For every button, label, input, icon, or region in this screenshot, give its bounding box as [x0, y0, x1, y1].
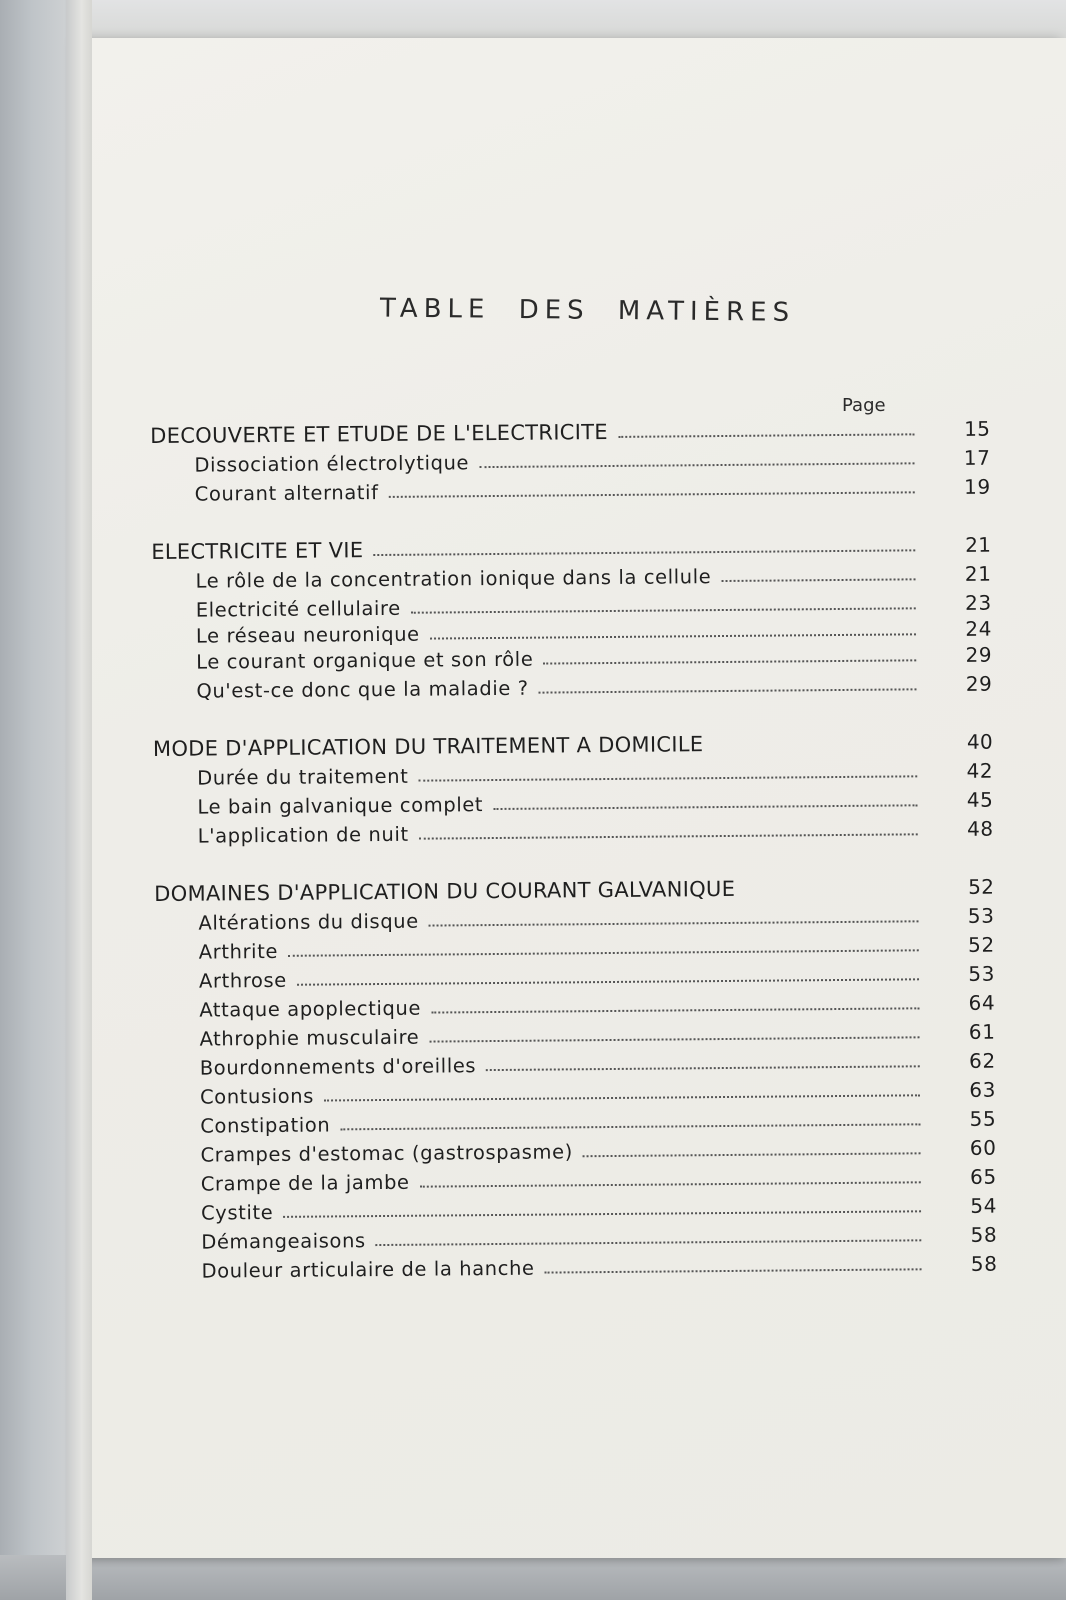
- page-number: 40: [966, 729, 994, 754]
- page-number: 58: [970, 1222, 998, 1247]
- background-top: [92, 0, 1066, 40]
- entry-title: Cystite: [200, 1200, 274, 1225]
- page-number: 60: [969, 1135, 997, 1160]
- page-number: 29: [965, 642, 993, 667]
- entry-title: Le courant organique et son rôle: [196, 647, 534, 674]
- leader-dots: [324, 1094, 920, 1101]
- entry-title: Altérations du disque: [198, 909, 419, 935]
- section-title: ELECTRICITE ET VIE: [151, 538, 364, 564]
- page-title: TABLE DES MATIÈRES: [379, 293, 796, 328]
- page-number: 23: [964, 590, 992, 615]
- leader-dots: [486, 1065, 920, 1071]
- entry-title: Douleur articulaire de la hanche: [201, 1256, 535, 1283]
- entry-title: Crampe de la jambe: [200, 1170, 410, 1196]
- toc-entry: [151, 470, 991, 506]
- entry-title: Courant alternatif: [194, 481, 379, 506]
- leader-dots: [340, 1123, 920, 1130]
- page-number: 21: [964, 561, 992, 586]
- leader-dots: [288, 949, 919, 957]
- entry-title: Durée du traitement: [197, 764, 409, 790]
- toc-entry: [157, 1247, 997, 1283]
- page-number: 62: [968, 1048, 996, 1073]
- entry-title: Athrophie musculaire: [199, 1025, 420, 1051]
- toc-section: [151, 517, 993, 703]
- section-title: DECOUVERTE ET ETUDE DE L'ELECTRICITE: [150, 420, 609, 448]
- page-number: 55: [969, 1106, 997, 1131]
- leader-dots: [713, 748, 917, 750]
- entry-title: Arthrose: [198, 968, 287, 993]
- page-number: 63: [969, 1077, 997, 1102]
- entry-title: L'application de nuit: [197, 822, 409, 848]
- toc-entry: [152, 667, 992, 703]
- entry-title: Démangeaisons: [201, 1229, 366, 1254]
- page-column-label: Page: [842, 395, 886, 416]
- leader-dots: [429, 1036, 919, 1042]
- toc-entry: [154, 812, 994, 848]
- entry-title: Dissociation électrolytique: [194, 451, 470, 477]
- entry-title: Attaque apoplectique: [199, 996, 422, 1022]
- leader-dots: [583, 1152, 921, 1157]
- entry-title: Le réseau neuronique: [195, 622, 420, 648]
- toc-section: [154, 859, 998, 1283]
- leader-dots: [283, 1210, 921, 1218]
- page-number: 54: [970, 1193, 998, 1218]
- page-number: 19: [963, 474, 991, 499]
- page-number: 53: [967, 903, 995, 928]
- page-number: 52: [967, 932, 995, 957]
- leader-dots: [430, 633, 916, 639]
- leader-dots: [543, 659, 916, 664]
- page-number: 29: [965, 671, 993, 696]
- toc-section: [153, 714, 994, 848]
- page-number: 58: [970, 1251, 998, 1276]
- page-number: 24: [965, 616, 993, 641]
- page-number: 45: [966, 787, 994, 812]
- leader-dots: [418, 775, 917, 781]
- section-title: DOMAINES D'APPLICATION DU COURANT GALVANIQUE: [154, 876, 736, 906]
- entry-title: Le rôle de la concentration ionique dans la cellule: [195, 565, 712, 593]
- leader-dots: [411, 607, 916, 613]
- entry-title: Contusions: [199, 1084, 315, 1109]
- page-number: 15: [964, 416, 991, 441]
- entry-title: Qu'est-ce donc que la maladie ?: [196, 676, 529, 703]
- entry-title: Constipation: [200, 1113, 331, 1138]
- entry-title: Electricité cellulaire: [195, 596, 401, 622]
- leader-dots: [419, 833, 918, 839]
- entry-title: Arthrite: [198, 939, 279, 964]
- toc-section: [150, 401, 991, 506]
- book-page: [80, 38, 1066, 1558]
- page-number: 65: [969, 1164, 997, 1189]
- page-number: 61: [968, 1019, 996, 1044]
- leader-dots: [297, 978, 919, 985]
- leader-dots: [429, 920, 919, 926]
- page-number: 42: [966, 758, 994, 783]
- page-number: 64: [968, 990, 996, 1015]
- leader-dots: [721, 578, 915, 582]
- section-title: MODE D'APPLICATION DU TRAITEMENT A DOMICILE: [152, 732, 704, 761]
- page-number: 17: [963, 445, 991, 470]
- leader-dots: [479, 462, 914, 468]
- leader-dots: [545, 1268, 922, 1273]
- leader-dots: [431, 1007, 919, 1013]
- leader-dots: [376, 1239, 922, 1246]
- page-number: 21: [965, 532, 992, 557]
- leader-dots: [389, 491, 915, 498]
- leader-dots: [373, 549, 915, 556]
- leader-dots: [618, 433, 914, 438]
- background-bottom: [0, 1555, 1066, 1600]
- leader-dots: [493, 804, 917, 810]
- page-number: 52: [968, 874, 995, 899]
- leader-dots: [539, 688, 917, 693]
- entry-title: Bourdonnements d'oreilles: [199, 1054, 477, 1080]
- table-of-contents: [150, 401, 998, 1301]
- page-number: 53: [968, 961, 996, 986]
- entry-title: Crampes d'estomac (gastrospasme): [200, 1140, 573, 1167]
- page-edge: [66, 0, 92, 1600]
- page-number: 48: [966, 816, 994, 841]
- entry-title: Le bain galvanique complet: [197, 793, 484, 819]
- leader-dots: [745, 893, 918, 895]
- leader-dots: [420, 1181, 921, 1187]
